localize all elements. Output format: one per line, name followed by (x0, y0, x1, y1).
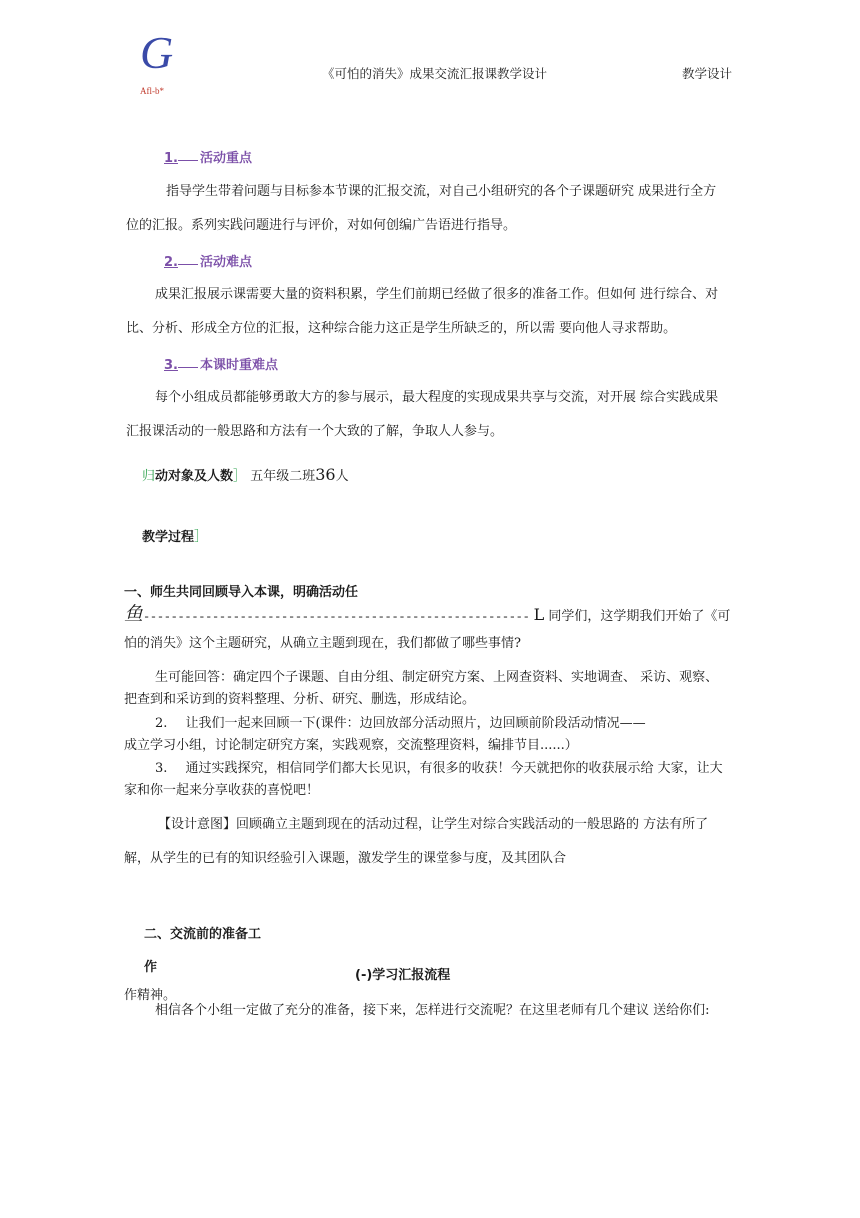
paragraph-line: 相信各个小组一定做了充分的准备，接下来，怎样进行交流呢？在这里老师有几个建议 送给你们: (155, 1003, 710, 1018)
logo-letter: G (140, 27, 174, 78)
section-heading-2 (164, 251, 252, 270)
part1-lead-line (124, 599, 730, 626)
part2-subheading: (-)学习汇报流程 (355, 968, 451, 983)
part1-heading: 一、师生共同回顾导入本课，明确活动任 (124, 585, 359, 600)
paragraph-line: 每个小组成员都能够勇敢大方的参与展示，最大程度的实现成果共享与交流，对开展 综合实践成果 (155, 390, 719, 405)
paragraph-line: 比、分析、形成全方位的汇报，这种综合能力这正是学生所缺乏的，所以需 要向他人寻求帮助。 (126, 321, 677, 336)
dash-leader: -------------------------------------------------------- (143, 610, 530, 624)
part2-heading-cont: 作 (144, 960, 158, 975)
item-3-continued: 家和你一起来分享收获的喜悦吧！ (124, 783, 320, 798)
paragraph-line: 作精神。 (124, 988, 177, 1003)
item-2 (155, 713, 646, 735)
section-number: 2. (164, 255, 178, 270)
paragraph-line: 成果汇报展示课需要大量的资料积累，学生们前期已经做了很多的准备工作。但如何 进行综合、对 (155, 287, 719, 302)
part2-heading: 二、交流前的准备工 (144, 927, 262, 942)
header-right-label: 教学设计 (682, 66, 733, 81)
activity-target-unit: 人 (335, 469, 349, 484)
design-intent-line: 解，从学生的已有的知识经验引入课题，激发学生的课堂参与度，及其团队合 (124, 851, 567, 866)
activity-target-line (142, 465, 349, 484)
lead-marker: L (533, 605, 545, 624)
item-number: 2. (155, 716, 168, 731)
item-text: 通过实践探究，相信同学们都大长见识，有很多的收获！今天就把你的收获展示给 大家，让大 (185, 761, 723, 776)
lead-text: 同学们，这学期我们开始了《可 (548, 609, 731, 624)
activity-target-count: 36 (315, 465, 336, 484)
section-heading-1 (164, 147, 252, 166)
teaching-process-label: 教学过程 (142, 530, 195, 545)
section-number: 1. (164, 151, 178, 166)
section-title: 活动重点 (199, 151, 252, 166)
paragraph-line: 怕的消失》这个主题研究，从确立主题到现在，我们都做了哪些事情? (124, 636, 521, 651)
activity-target-label: 动对象及人数 (155, 469, 234, 484)
design-intent-line: 【设计意图】回顾确立主题到现在的活动过程，让学生对综合实践活动的一般思路的 方法有所了 (158, 817, 709, 832)
section-title: 本课时重难点 (199, 358, 278, 373)
teaching-process-heading (142, 526, 208, 546)
bracket-open: 归 (142, 469, 156, 484)
item-number: 3. (155, 761, 168, 776)
paragraph-line: 位的汇报。系列实践问题进行与评价，对如何创编广告语进行指导。 (126, 218, 517, 233)
header-title: 《可怕的消失》成果交流汇报课教学设计 (322, 66, 548, 81)
section-number: 3. (164, 358, 178, 373)
section-heading-3 (164, 354, 278, 373)
item-text: 让我们一起来回顾一下(课件：边回放部分活动照片，边回顾前阶段活动情况—— (185, 716, 646, 731)
answer-line: 把查到和采访到的资料整理、分析、研究、删选，形成结论。 (124, 692, 476, 707)
answer-line: 生可能回答：确定四个子课题、自由分组、制定研究方案、上网查资料、实地调查、 采访、观察、 (155, 670, 719, 685)
bracket-close: ］ (233, 469, 247, 484)
section-title: 活动难点 (199, 255, 252, 270)
bracket-close: ］ (194, 529, 209, 545)
paragraph-line: 汇报课活动的一般思路和方法有一个大致的了解，争取人人参与。 (126, 424, 504, 439)
item-3 (155, 758, 723, 780)
activity-target-value: 五年级二班 (250, 469, 316, 484)
logo-subtext: Afl-b* (140, 86, 164, 96)
item-2-continued: 成立学习小组，讨论制定研究方案，实践观察，交流整理资料，编排节目......） (124, 738, 578, 753)
fish-glyph: 鱼 (124, 603, 144, 625)
paragraph-line: 指导学生带着问题与目标参本节课的汇报交流，对自己小组研究的各个子课题研究 成果进行全方 (166, 184, 717, 199)
